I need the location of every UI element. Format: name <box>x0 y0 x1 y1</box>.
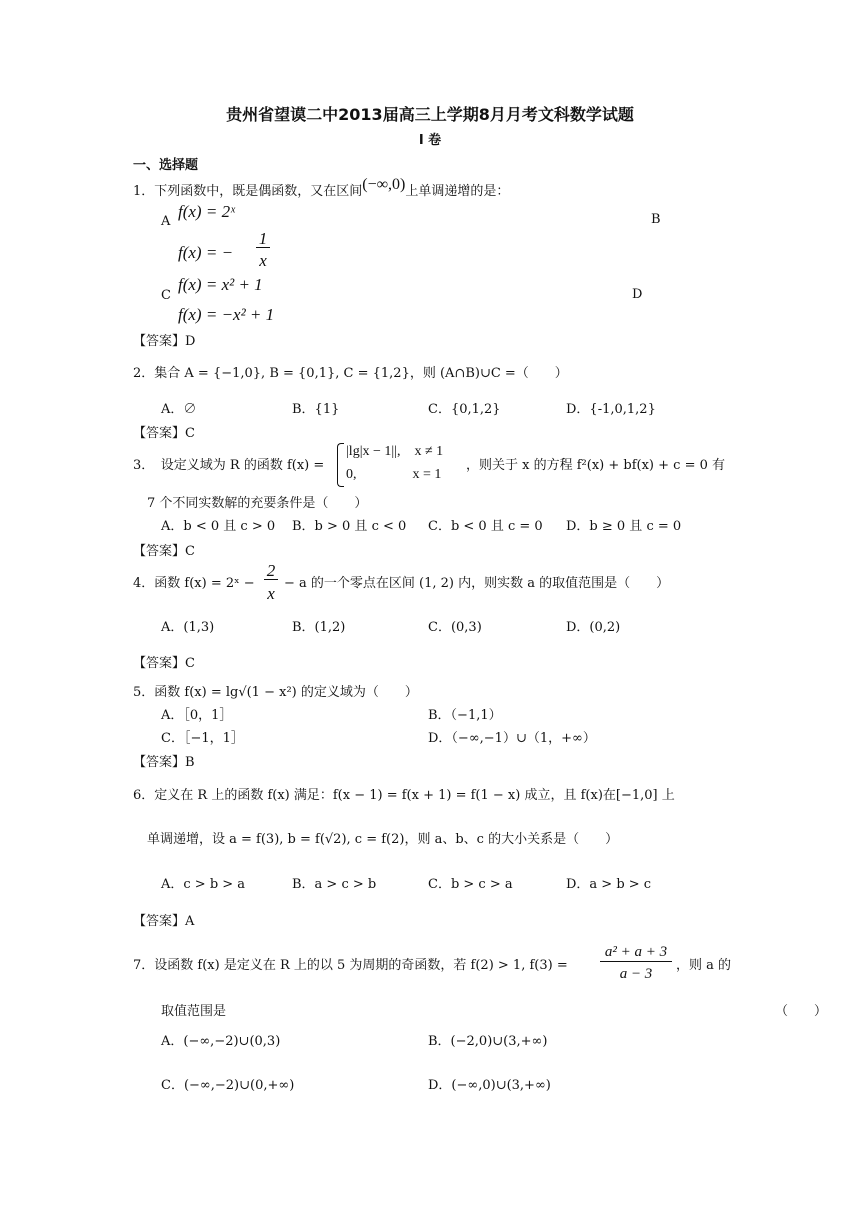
section-heading: 一、选择题 <box>133 158 199 173</box>
question-3-stem-b: ，则关于 x 的方程 f²(x) + bf(x) + c = 0 有 <box>466 458 725 473</box>
q3-option-a: A．b < 0 且 c > 0 <box>161 519 276 534</box>
question-6-stem-b: 单调递增，设 a = f(3), b = f(√2), c = f(2)，则 a、b、c 的大小关系是（ ） <box>147 832 619 847</box>
q5-option-a: A．［0，1］ <box>161 708 233 723</box>
q4-option-d: D．(0,2) <box>566 620 621 635</box>
q6-option-b: B．a > c > b <box>292 877 377 892</box>
q4-frac-denominator: x <box>267 584 275 603</box>
q2-option-d: D．{-1,0,1,2} <box>566 402 656 417</box>
q3-option-c: C．b < 0 且 c = 0 <box>428 519 543 534</box>
question-2-stem: 2．集合 A = {−1,0}, B = {0,1}, C = {1,2}，则 (A∩B)∪C =（ ） <box>133 366 568 381</box>
q2-option-c: C．{0,1,2} <box>428 402 501 417</box>
q7-option-a: A．(−∞,−2)∪(0,3) <box>161 1034 281 1049</box>
q5-option-c: C．［−1，1］ <box>161 731 244 746</box>
q1-option-d-label: D <box>632 287 643 302</box>
q1-option-a-label: A <box>161 214 171 229</box>
q7-answer-paren: （ ） <box>775 1004 828 1019</box>
q7-frac-numerator: a² + a + 3 <box>600 944 672 962</box>
q1-option-d-formula: f(x) = −x² + 1 <box>178 305 275 324</box>
q1-option-b-formula: f(x) = − <box>178 243 234 262</box>
q6-option-c: C．b > c > a <box>428 877 513 892</box>
q2-option-a: A．∅ <box>161 402 197 417</box>
q5-option-d: D．（−∞,−1）∪（1，+∞） <box>428 731 596 746</box>
question-3-stem-c: 7 个不同实数解的充要条件是（ ） <box>147 496 368 511</box>
question-1-stem: 1．下列函数中，既是偶函数，又在区间(−∞,0)上单调递增的是： <box>133 176 510 199</box>
q7-option-d: D．(−∞,0)∪(3,+∞) <box>428 1078 551 1093</box>
q1-option-a-formula: f(x) = 2ˣ <box>178 202 235 221</box>
q7-option-b: B．(−2,0)∪(3,+∞) <box>428 1034 548 1049</box>
question-5-stem: 5．函数 f(x) = lg√(1 − x²) 的定义域为（ ） <box>133 685 418 700</box>
q4-frac-numerator: 2 <box>264 562 278 580</box>
q1-option-b-denominator: x <box>259 251 267 270</box>
question-7-stem-a: 7．设函数 f(x) 是定义在 R 上的以 5 为周期的奇函数，若 f(2) > 1, f(3) = <box>133 958 568 973</box>
document-subtitle: I 卷 <box>418 133 442 148</box>
q4-option-b: B．(1,2) <box>292 620 346 635</box>
q3-case-1: |lg|x − 1||, x ≠ 1 <box>346 444 444 459</box>
q6-answer: 【答案】A <box>133 914 195 929</box>
question-6-stem-a: 6．定义在 R 上的函数 f(x) 满足：f(x − 1) = f(x + 1) = f(1 − x) 成立，且 f(x)在[−1,0] 上 <box>133 788 675 803</box>
question-4-stem-a: 4．函数 f(x) = 2ˣ − <box>133 576 255 591</box>
question-7-stem-c: 取值范围是 <box>161 1004 227 1019</box>
q5-option-b: B．（−1,1） <box>428 708 502 723</box>
q7-frac-denominator: a − 3 <box>619 966 653 982</box>
q1-option-b-label: B <box>651 212 661 227</box>
q7-option-c: C．(−∞,−2)∪(0,+∞) <box>161 1078 295 1093</box>
question-3-stem-a: 3． 设定义域为 R 的函数 f(x) = <box>133 458 325 473</box>
q1-option-c-formula: f(x) = x² + 1 <box>178 275 263 294</box>
q3-brace <box>337 443 344 487</box>
q1-answer: 【答案】D <box>133 334 196 349</box>
question-4-stem-b: − a 的一个零点在区间 (1, 2) 内，则实数 a 的取值范围是（ ） <box>284 576 670 591</box>
question-7-stem-b: ，则 a 的 <box>676 958 732 973</box>
q6-option-d: D．a > b > c <box>566 877 652 892</box>
q3-answer: 【答案】C <box>133 544 195 559</box>
document-title: 贵州省望谟二中2013届高三上学期8月月考文科数学试题 <box>226 105 634 124</box>
q4-option-c: C．(0,3) <box>428 620 482 635</box>
q6-option-a: A．c > b > a <box>161 877 246 892</box>
q4-answer: 【答案】C <box>133 656 195 671</box>
q2-answer: 【答案】C <box>133 426 195 441</box>
q2-option-b: B．{1} <box>292 402 340 417</box>
q1-option-c-label: C <box>161 288 171 303</box>
q5-answer: 【答案】B <box>133 755 195 770</box>
q1-option-b-numerator: 1 <box>256 230 270 248</box>
q3-case-2: 0, x = 1 <box>346 467 442 482</box>
q4-option-a: A．(1,3) <box>161 620 215 635</box>
q3-option-d: D．b ≥ 0 且 c = 0 <box>566 519 682 534</box>
q3-option-b: B．b > 0 且 c < 0 <box>292 519 407 534</box>
